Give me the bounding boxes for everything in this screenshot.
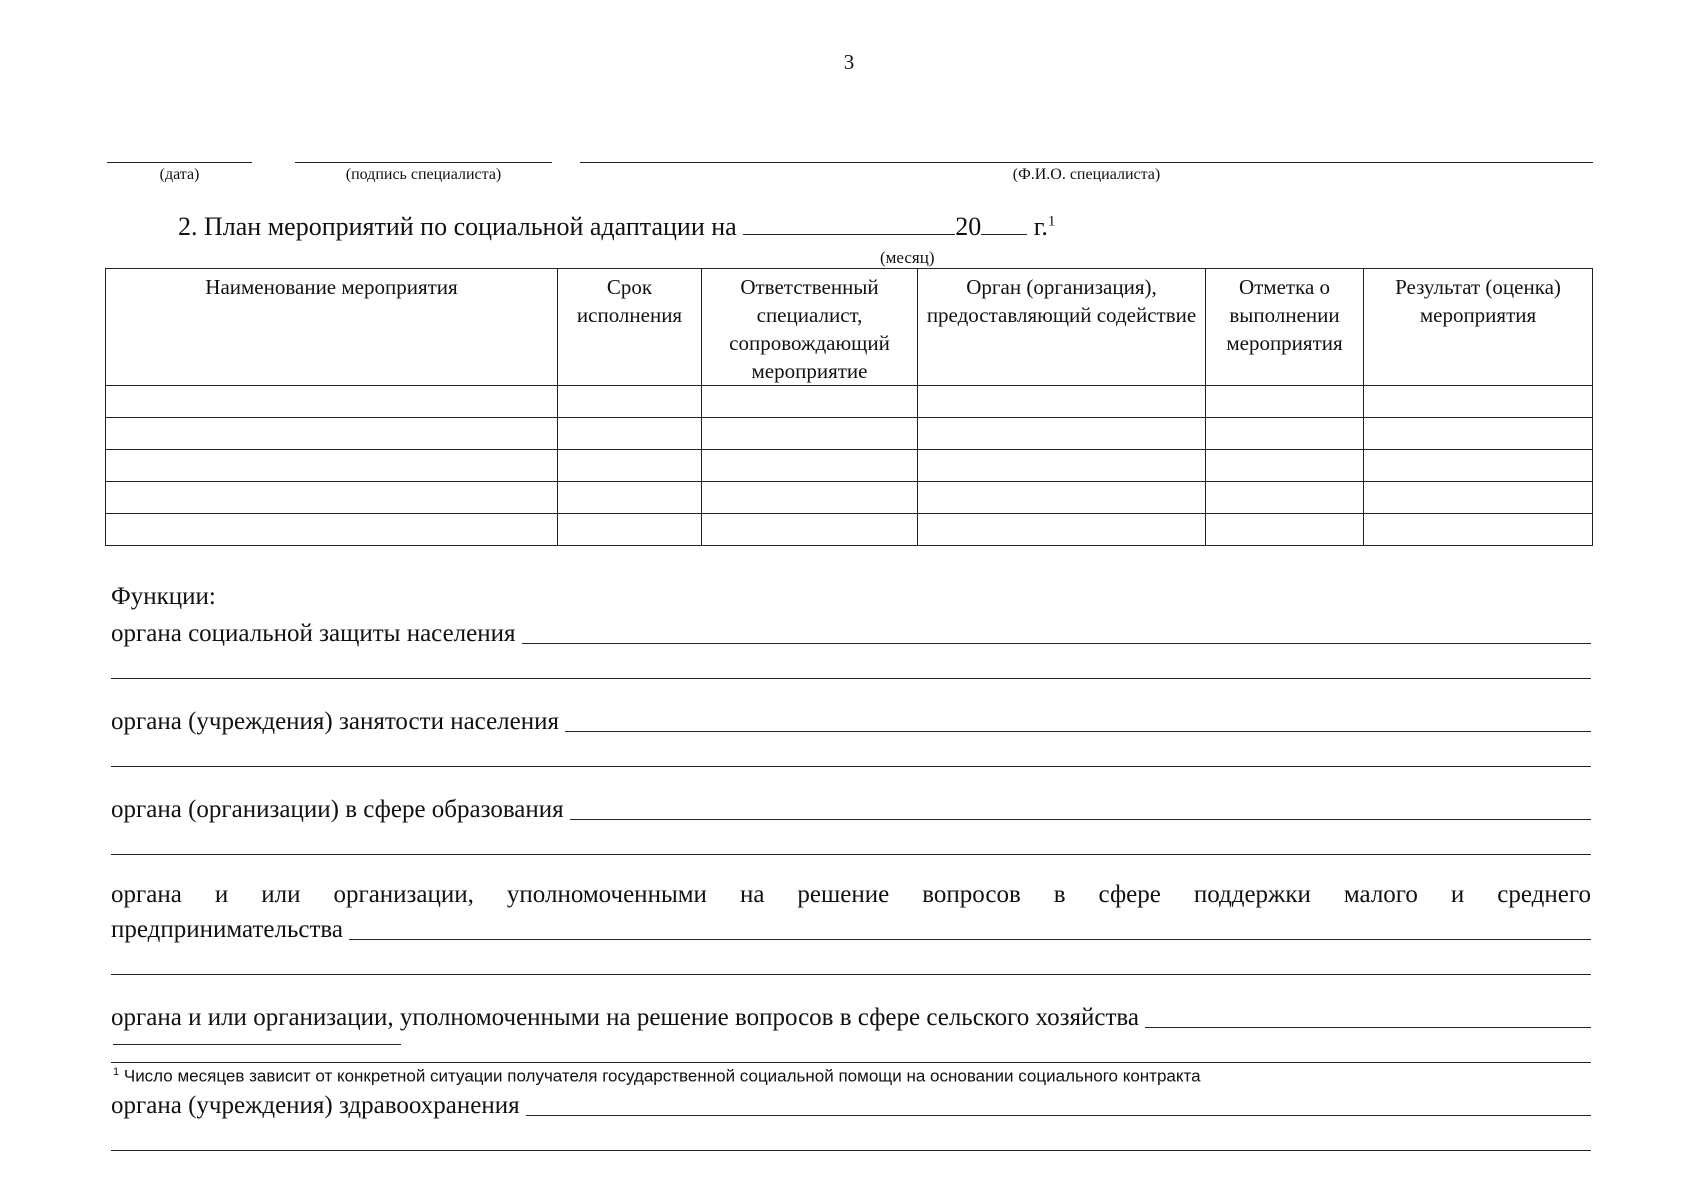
function-fill-line[interactable] <box>526 1114 1591 1116</box>
table-cell[interactable] <box>106 514 558 546</box>
function-fill-line[interactable] <box>349 938 1591 940</box>
table-cell[interactable] <box>918 450 1206 482</box>
table-header-row <box>106 269 1593 386</box>
function-fill-line[interactable] <box>1145 1026 1591 1028</box>
table-cell[interactable] <box>702 514 918 546</box>
table-cell[interactable] <box>918 482 1206 514</box>
function-label: органа (учреждения) здравоохранения <box>111 1092 520 1119</box>
function-label: органа (учреждения) занятости населения <box>111 708 560 735</box>
table-cell[interactable] <box>106 450 558 482</box>
function-row-education <box>111 790 1591 824</box>
function-extra-line[interactable] <box>111 1150 1591 1151</box>
function-extra-line[interactable] <box>111 854 1591 855</box>
table-cell[interactable] <box>918 418 1206 450</box>
name-line <box>580 162 1593 163</box>
table-cell[interactable] <box>702 386 918 418</box>
function-extra-line[interactable] <box>111 678 1591 679</box>
table-cell[interactable] <box>702 418 918 450</box>
function-fill-line[interactable] <box>570 818 1591 820</box>
table-cell[interactable] <box>1364 514 1593 546</box>
table-cell[interactable] <box>1206 482 1364 514</box>
function-row-business <box>111 912 1591 944</box>
date-caption: (дата) <box>159 166 200 183</box>
function-extra-line[interactable] <box>111 974 1591 975</box>
table-cell[interactable] <box>558 482 702 514</box>
table-row <box>106 514 1593 546</box>
table-cell[interactable] <box>1364 418 1593 450</box>
table-cell[interactable] <box>106 418 558 450</box>
function-fill-line[interactable] <box>522 642 1591 644</box>
table-cell[interactable] <box>918 386 1206 418</box>
table-cell[interactable] <box>558 386 702 418</box>
table-cell[interactable] <box>1364 482 1593 514</box>
column-header-completion-mark: Отметка о выполнении мероприятия <box>1206 269 1364 386</box>
signature-line <box>295 162 552 163</box>
plan-heading <box>178 212 1055 242</box>
year-suffix: г. <box>1033 212 1048 241</box>
plan-table <box>105 268 1593 546</box>
name-caption: (Ф.И.О. специалиста) <box>1012 166 1161 183</box>
function-row-healthcare <box>111 1086 1591 1120</box>
footnote-rule <box>113 1044 401 1045</box>
table-cell[interactable] <box>1206 418 1364 450</box>
table-cell[interactable] <box>106 482 558 514</box>
column-header-result: Результат (оценка) мероприятия <box>1364 269 1593 386</box>
date-line <box>107 162 252 163</box>
column-header-name: Наименование мероприятия <box>106 269 558 386</box>
function-label: предпринимательства <box>111 916 343 943</box>
table-cell[interactable] <box>1206 386 1364 418</box>
table-row <box>106 386 1593 418</box>
function-extra-line[interactable] <box>111 766 1591 767</box>
function-row-employment <box>111 702 1591 736</box>
function-row-social-protection <box>111 614 1591 648</box>
table-cell[interactable] <box>1206 450 1364 482</box>
table-row <box>106 482 1593 514</box>
page-number: 3 <box>843 50 855 74</box>
footnote-ref: 1 <box>1047 213 1056 230</box>
footnote-marker: 1 <box>113 1066 120 1078</box>
function-label: органа социальной защиты населения <box>111 620 516 647</box>
year-prefix: 20 <box>955 212 982 241</box>
table-cell[interactable] <box>1206 514 1364 546</box>
table-cell[interactable] <box>1364 450 1593 482</box>
footnote <box>113 1066 1201 1087</box>
month-caption: (месяц) <box>880 248 935 267</box>
table-cell[interactable] <box>1364 386 1593 418</box>
table-row <box>106 418 1593 450</box>
table-row <box>106 450 1593 482</box>
year-blank[interactable] <box>981 212 1027 235</box>
table-cell[interactable] <box>918 514 1206 546</box>
table-cell[interactable] <box>558 418 702 450</box>
function-extra-line[interactable] <box>111 1062 1591 1063</box>
column-header-deadline: Срок исполнения <box>558 269 702 386</box>
function-label-business-line1: органа и или организации, уполномоченными на решение вопросов в сфере поддержки малого и среднего <box>111 881 1591 908</box>
column-header-organization: Орган (организация), предоставляющий содействие <box>918 269 1206 386</box>
table-cell[interactable] <box>558 450 702 482</box>
month-blank[interactable] <box>743 212 955 235</box>
table-cell[interactable] <box>106 386 558 418</box>
function-row-agriculture <box>111 998 1591 1032</box>
plan-heading-text: 2. План мероприятий по социальной адаптации на <box>178 212 737 241</box>
column-header-responsible: Ответственный специалист, сопровождающий мероприятие <box>702 269 918 386</box>
footnote-text: Число месяцев зависит от конкретной ситуации получателя государственной социальной помощи на основании социального контракта <box>123 1066 1201 1086</box>
table-cell[interactable] <box>558 514 702 546</box>
table-cell[interactable] <box>702 482 918 514</box>
function-label: органа (организации) в сфере образования <box>111 796 564 823</box>
table-cell[interactable] <box>702 450 918 482</box>
function-fill-line[interactable] <box>565 730 1591 732</box>
functions-title: Функции: <box>111 583 216 610</box>
function-label: органа и или организации, уполномоченными на решение вопросов в сфере сельского хозяйства <box>111 1004 1139 1031</box>
signature-caption: (подпись специалиста) <box>345 166 502 183</box>
